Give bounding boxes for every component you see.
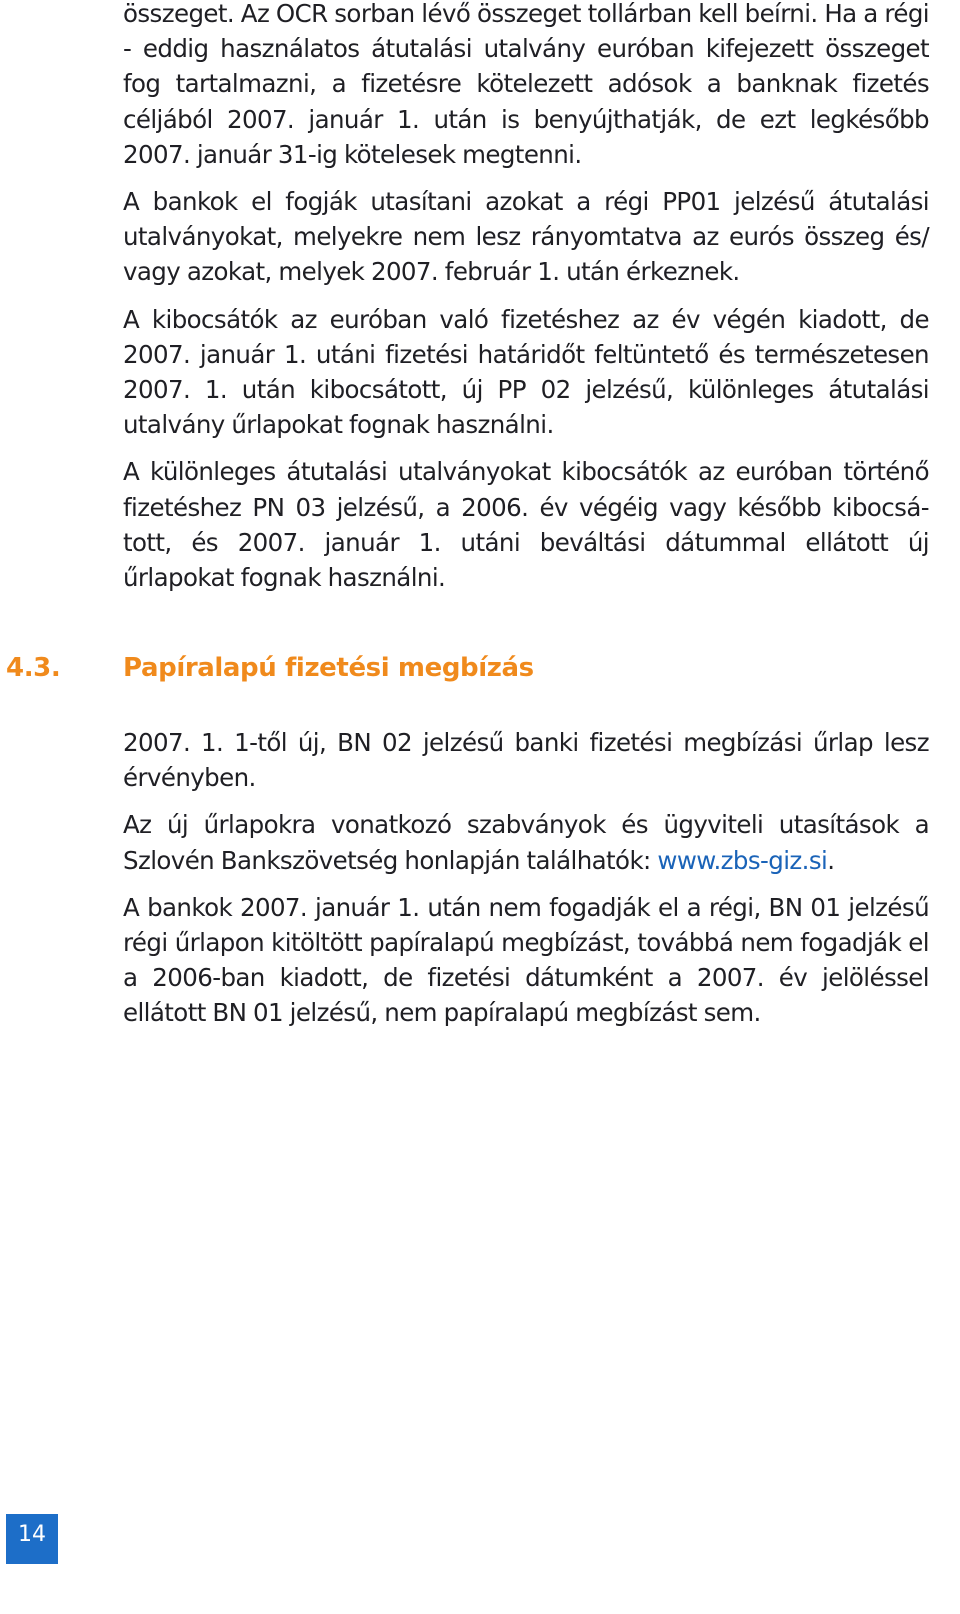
- section-title: Papíralapú fizetési megbízás: [123, 653, 534, 683]
- website-link[interactable]: www.zbs-giz.si: [657, 845, 828, 875]
- section-heading: [0, 653, 960, 693]
- paragraph-pp01: A bankok el fogják utasítani azokat a régi PP01 jelzésű átutalási utalványokat, melyekre nem lesz rányomtatva az eurós összeg és/ vagy azokat, melyek 2007. február 1. után érkeznek.: [123, 187, 929, 287]
- paragraph-bn02: 2007. 1. 1-től új, BN 02 jelzésű banki fizetési megbízási űrlap lesz érvényben.: [123, 728, 929, 793]
- paragraph-pn03: A különleges átutalási utalványokat kibocsátók az euróban történő fizetéshez PN 03 jelzésű, a 2006. év végéig vagy később kibocsá-tott, és 2007. január 1. utáni beváltási dátummal ellátott új űrlapokat fognak használni.: [123, 457, 929, 593]
- section-number: 4.3.: [6, 653, 61, 683]
- body-text-top: [123, 0, 929, 595]
- paragraph-pp02: A kibocsátók az euróban való fizetéshez az év végén kiadott, de 2007. január 1. utáni fizetési határidőt feltüntető és természetesen 2007. 1. után kibocsátott, új PP 02 jelzésű, különleges átutalási utalvány űrlapokat fognak használni.: [123, 304, 929, 440]
- body-text-bottom: [123, 725, 929, 1031]
- paragraph-ocr: összeget. Az OCR sorban lévő összeget tollárban kell beírni. Ha a régi - eddig használatos átutalási utalvány euróban kifejezett összeget fog tartalmazni, a fizetésre kötelezett adósok a banknak fizetés céljából 2007. január 1. után is benyújthatják, de ezt legkésőbb 2007. január 31-ig kötelesek megtenni.: [123, 0, 929, 169]
- standards-text: Az új űrlapokra vonatkozó szabványok és ügyviteli utasítások a Szlovén Bankszövetség honlapján találhatók:: [123, 810, 929, 875]
- paragraph-standards: [123, 807, 929, 877]
- standards-end: .: [827, 845, 835, 875]
- page-number-badge: 14: [6, 1514, 58, 1564]
- paragraph-bn01: A bankok 2007. január 1. után nem fogadják el a régi, BN 01 jelzésű régi űrlapon kitöltött papíralapú megbízást, továbbá nem fogadják el a 2006-ban kiadott, de fizetési dátumként a 2007. év jelöléssel ellátott BN 01 jelzésű, nem papíralapú megbízást sem.: [123, 892, 929, 1028]
